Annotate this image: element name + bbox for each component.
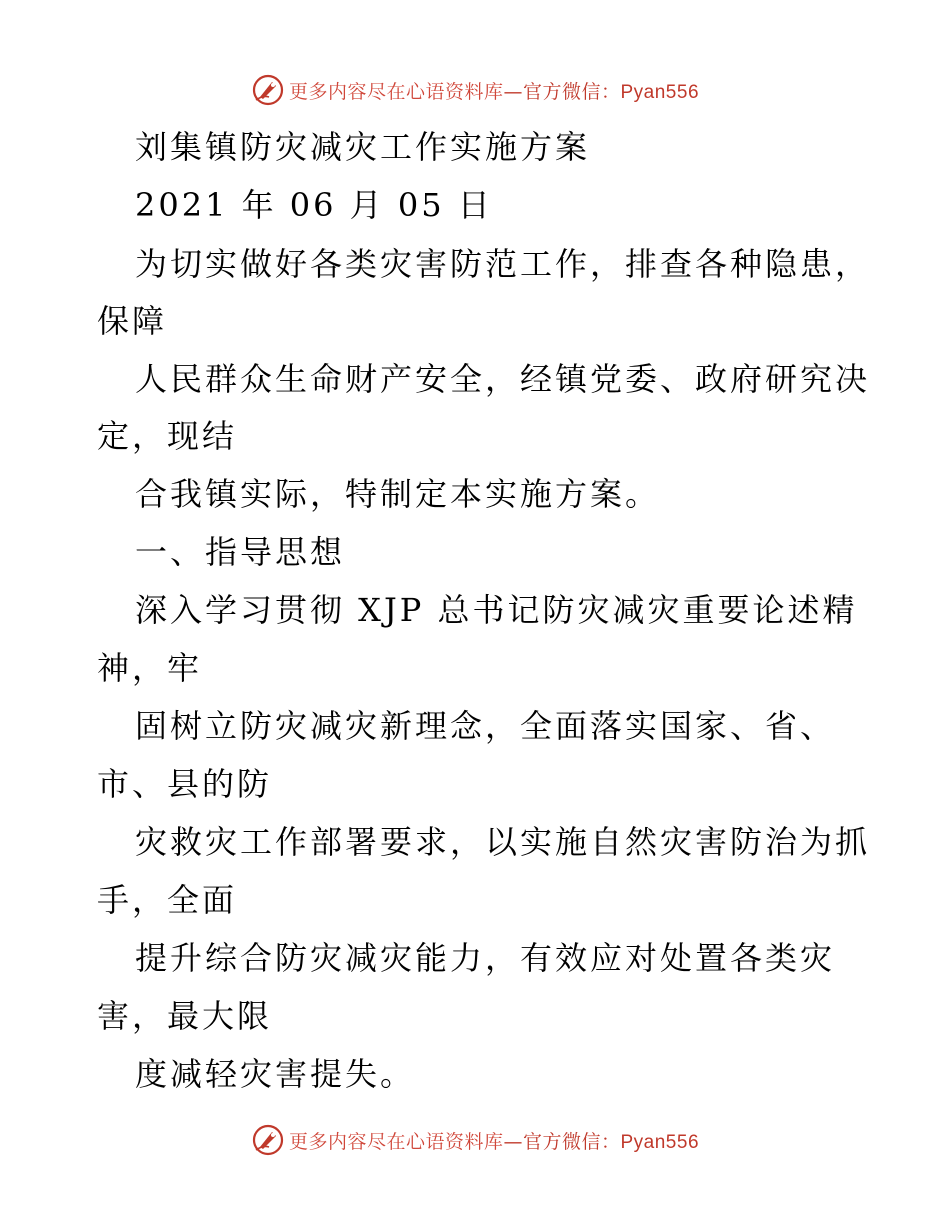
header-watermark-banner: [0, 73, 950, 107]
pen-nib-icon: [251, 73, 285, 107]
pen-nib-icon: [251, 1123, 285, 1157]
paragraph-line: 深入学习贯彻 XJP 总书记防灾减灾重要论述精: [135, 591, 858, 629]
paragraph-line: 度减轻灾害提失。: [135, 1055, 416, 1093]
paragraph-line: 害，最大限: [97, 997, 273, 1035]
paragraph-line: 提升综合防灾减灾能力，有效应对处置各类灾: [135, 939, 836, 977]
watermark-text: 更多内容尽在心语资料库—官方微信：Pyan556: [288, 80, 700, 103]
watermark-text: 更多内容尽在心语资料库—官方微信：Pyan556: [288, 1130, 700, 1153]
footer-watermark-banner: [0, 1123, 950, 1157]
paragraph-line: 固树立防灾减灾新理念，全面落实国家、省、: [135, 707, 836, 745]
paragraph-line: 为切实做好各类灾害防范工作，排查各种隐患，: [135, 245, 871, 283]
paragraph-line: 手，全面: [97, 881, 238, 919]
paragraph-line: 合我镇实际，特制定本实施方案。: [135, 475, 661, 513]
paragraph-line: 人民群众生命财产安全，经镇党委、政府研究决: [135, 360, 871, 398]
paragraph-line: 保障: [97, 302, 168, 340]
paragraph-line: 市、县的防: [97, 765, 273, 803]
document-date: 2021 年 06 月 05 日: [135, 186, 493, 224]
paragraph-line: 神，牢: [97, 649, 203, 687]
paragraph-line: 定，现结: [97, 417, 238, 455]
paragraph-line: 灾救灾工作部署要求，以实施自然灾害防治为抓: [135, 823, 871, 861]
section-heading: 一、指导思想: [135, 533, 346, 571]
document-title: 刘集镇防灾减灾工作实施方案: [135, 128, 591, 166]
